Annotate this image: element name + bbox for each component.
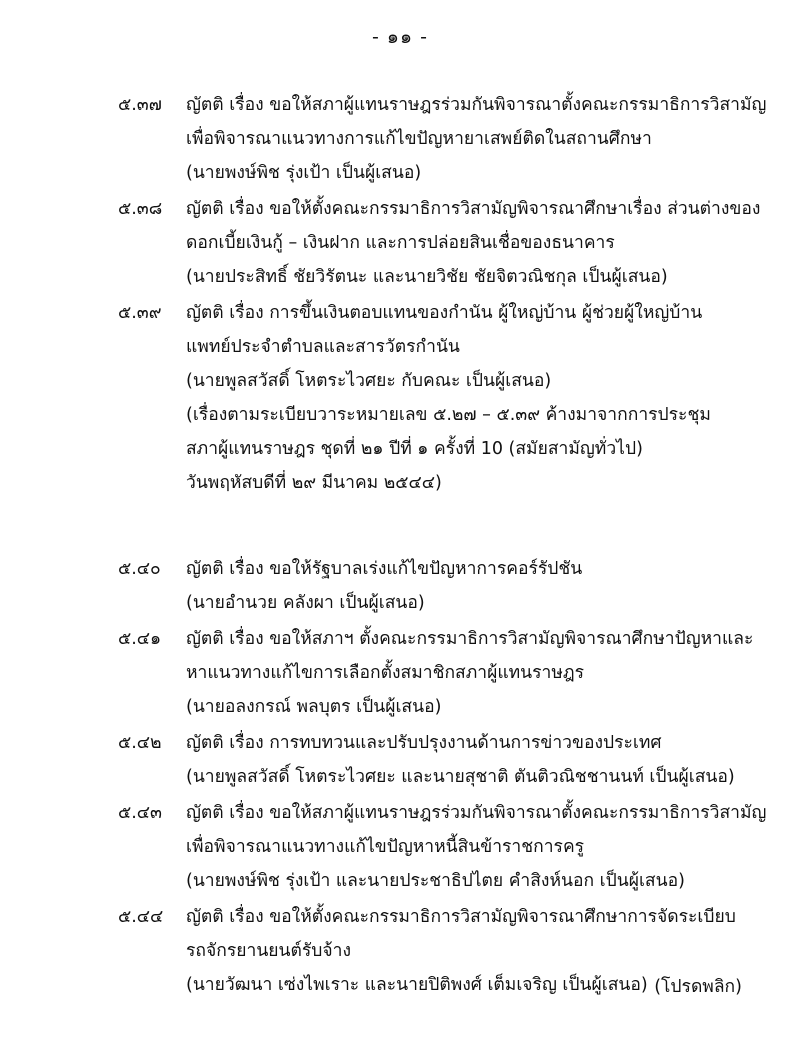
agenda-entry-line: ญัตติ เรื่อง การทบทวนและปรับปรุงงานด้านการข่าวของประเทศ (186, 733, 662, 753)
agenda-entry-line: หาแนวทางแก้ไขการเลือกตั้งสมาชิกสภาผู้แทนราษฎร (186, 663, 585, 683)
agenda-entry-line: (นายอลงกรณ์ พลบุตร เป็นผู้เสนอ) (186, 697, 442, 717)
agenda-entry (118, 296, 740, 500)
agenda-entry-line: ญัตติ เรื่อง การขึ้นเงินตอบแทนของกำนัน ผู้ใหญ่บ้าน ผู้ช่วยผู้ใหญ่บ้าน (186, 303, 703, 323)
agenda-entry-line: สภาผู้แทนราษฎร ชุดที่ ๒๑ ปีที่ ๑ ครั้งที่ 10 (สมัยสามัญทั่วไป) (186, 439, 643, 459)
agenda-list (0, 88, 800, 1002)
agenda-entry-body (186, 622, 753, 724)
agenda-entry (118, 192, 761, 294)
agenda-entry-line: รถจักรยานยนต์รับจ้าง (186, 941, 352, 961)
agenda-entry-line: ญัตติ เรื่อง ขอให้ตั้งคณะกรรมาธิการวิสามัญพิจารณาศึกษาเรื่อง ส่วนต่างของ (186, 199, 761, 219)
agenda-entry-line: วันพฤหัสบดีที่ ๒๙ มีนาคม ๒๕๔๔) (186, 473, 442, 493)
agenda-entry-line: (นายพูลสวัสดิ์ โหตระไวศยะ และนายสุชาติ ตันติวณิชชานนท์ เป็นผู้เสนอ) (186, 767, 735, 787)
agenda-entry-line: (นายอำนวย คลังผา เป็นผู้เสนอ) (186, 593, 425, 613)
agenda-entry-body (186, 296, 740, 500)
agenda-entry-line: (เรื่องตามระเบียบวาระหมายเลข ๕.๒๗ – ๕.๓๙ ค้างมาจากการประชุม (186, 405, 711, 425)
agenda-entry (118, 900, 740, 1002)
agenda-entry-line: ญัตติ เรื่อง ขอให้รัฐบาลเร่งแก้ไขปัญหาการคอร์รัปชัน (186, 559, 583, 579)
agenda-entry-body (186, 796, 766, 898)
agenda-entry-number: ๕.๔๔ (118, 907, 164, 927)
agenda-entry-line: ดอกเบี้ยเงินกู้ – เงินฝาก และการปล่อยสินเชื่อของธนาคาร (186, 233, 615, 253)
agenda-entry-line: เพื่อพิจารณาแนวทางการแก้ไขปัญหายาเสพย์ติดในสถานศึกษา (186, 129, 652, 149)
agenda-entry-line: ญัตติ เรื่อง ขอให้ตั้งคณะกรรมาธิการวิสามัญพิจารณาศึกษาการจัดระเบียบ (186, 907, 736, 927)
agenda-entry-line: (นายวัฒนา เซ่งไพเราะ และนายปิติพงศ์ เต็มเจริญ เป็นผู้เสนอ) (186, 975, 648, 995)
page-number: - ๑๑ - (372, 26, 428, 48)
agenda-entry-line: (นายประสิทธิ์ ชัยวิรัตนะ และนายวิชัย ชัยจิตวณิชกุล เป็นผู้เสนอ) (186, 267, 668, 287)
agenda-entry-number: ๕.๓๘ (118, 199, 163, 219)
agenda-entry-number: ๕.๔๒ (118, 733, 162, 753)
agenda-entry-line: เพื่อพิจารณาแนวทางแก้ไขปัญหาหนี้สินข้าราชการครู (186, 837, 585, 857)
agenda-entry-body (186, 552, 740, 620)
agenda-entry-line: (นายพงษ์พิช รุ่งเป้า เป็นผู้เสนอ) (186, 163, 422, 183)
agenda-entry-line: ญัตติ เรื่อง ขอให้สภาผู้แทนราษฎรร่วมกันพิจารณาตั้งคณะกรรมาธิการวิสามัญ (186, 95, 767, 115)
agenda-entry (118, 552, 740, 620)
agenda-entry-line: ญัตติ เรื่อง ขอให้สภาฯ ตั้งคณะกรรมาธิการวิสามัญพิจารณาศึกษาปัญหาและ (186, 629, 754, 649)
agenda-entry-number: ๕.๔๑ (118, 629, 162, 649)
agenda-entry-line: (นายพูลสวัสดิ์ โหตระไวศยะ กับคณะ เป็นผู้เสนอ) (186, 371, 552, 391)
agenda-entry-line: (นายพงษ์พิช รุ่งเป้า และนายประชาธิปไตย คำสิงห์นอก เป็นผู้เสนอ) (186, 871, 685, 891)
turn-page-note: (โปรดพลิก) (654, 977, 742, 997)
agenda-entry-body (186, 726, 740, 794)
section-gap (118, 502, 740, 536)
agenda-entry-number: ๕.๔๓ (118, 803, 163, 823)
agenda-entry (118, 622, 754, 724)
section-gap-small (118, 536, 740, 552)
agenda-entry (118, 726, 740, 794)
agenda-entry (118, 796, 767, 898)
agenda-entry-number: ๕.๔๐ (118, 559, 161, 579)
agenda-entry-number: ๕.๓๙ (118, 303, 162, 323)
agenda-entry (118, 88, 767, 190)
agenda-entry-body (186, 192, 760, 294)
agenda-entry-line: ญัตติ เรื่อง ขอให้สภาผู้แทนราษฎรร่วมกันพิจารณาตั้งคณะกรรมาธิการวิสามัญ (186, 803, 767, 823)
agenda-entry-body (186, 88, 766, 190)
agenda-entry-number: ๕.๓๗ (118, 95, 162, 115)
agenda-entry-line: แพทย์ประจำตำบลและสารวัตรกำนัน (186, 337, 460, 357)
